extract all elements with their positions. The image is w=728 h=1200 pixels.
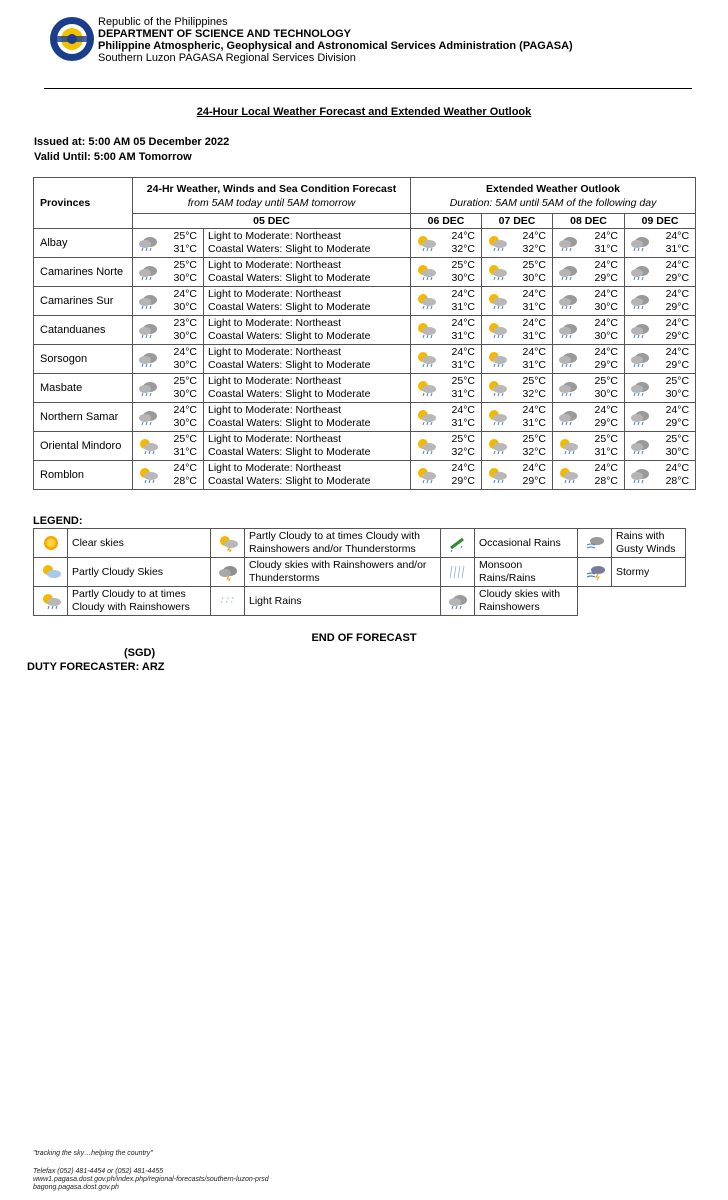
temp-high: 31°C [522,417,546,429]
province-name: Albay [34,229,133,258]
temp-high: 32°C [522,388,546,400]
temp-low: 25°C [451,375,475,387]
wind-sea-cell [204,374,411,403]
coastal-text: Coastal Waters: Slight to Moderate [208,417,371,429]
temp-low: 24°C [451,230,475,242]
coastal-text: Coastal Waters: Slight to Moderate [208,330,371,342]
partly-cloudy-rainshowers-icon [137,466,159,484]
monsoon-rains-icon [447,563,469,581]
partly-cloudy-rainshowers-icon [415,437,437,455]
outlook-cell [411,403,482,432]
legend-icon-cell [34,529,68,558]
temp-low: 23°C [173,317,197,329]
temp-low: 24°C [173,462,197,474]
temp-high: 30°C [173,388,197,400]
agency-header [98,16,573,64]
outlook-cell [482,316,553,345]
temp-high: 30°C [665,446,690,458]
temp-high: 30°C [173,330,197,342]
temp-high: 30°C [522,272,546,284]
temp-low: 24°C [173,404,197,416]
temp-low: 24°C [594,288,618,300]
table-row [34,258,696,287]
issued-at: Issued at: 5:00 AM 05 December 2022 [34,136,230,148]
cloudy-rainshowers-icon [629,321,651,339]
partly-cloudy-rainshowers-icon [486,234,508,252]
header-line2: DEPARTMENT OF SCIENCE AND TECHNOLOGY [98,28,352,40]
partly-cloudy-rainshowers-icon [415,321,437,339]
legend-item: Clear skies [68,529,211,558]
temp-high: 30°C [451,272,475,284]
legend-item: Stormy [612,558,686,587]
winds-text: Light to Moderate: Northeast [208,258,342,271]
wind-sea-cell [204,316,411,345]
temp-high: 28°C [665,475,690,487]
temp-low: 24°C [451,317,475,329]
temp-high: 30°C [173,359,197,371]
temp-low: 25°C [173,230,197,242]
partly-cloudy-rainshowers-icon [486,292,508,310]
partly-cloudy-rainshowers-icon [415,234,437,252]
date-header: 05 DEC [133,214,411,229]
outlook-cell [625,461,696,490]
legend-icon-cell [441,587,475,616]
outlook-cell [482,374,553,403]
temp-high: 32°C [522,243,546,255]
outlook-cell [411,287,482,316]
province-name: Romblon [34,461,133,490]
cloudy-rainshowers-icon [137,234,159,252]
temp-low: 24°C [665,346,690,358]
legend-icon-cell [211,587,245,616]
page-title: 24-Hour Local Weather Forecast and Extended Weather Outlook [196,106,532,118]
temp-low: 25°C [173,375,197,387]
duty-forecaster: DUTY FORECASTER: ARZ [27,661,165,673]
issue-info [34,135,229,165]
cloudy-rainshowers-icon [137,321,159,339]
outlook-cell [553,374,625,403]
coastal-text: Coastal Waters: Slight to Moderate [208,359,371,371]
forecast-table [33,177,696,490]
temp-high: 30°C [594,388,618,400]
temp-low: 24°C [665,317,690,329]
cloudy-rainshowers-icon [629,437,651,455]
legend-icon-cell [578,529,612,558]
table-row [34,374,696,403]
partly-cloudy-rainshowers-icon [40,592,62,610]
today-cell [133,374,204,403]
temp-low: 24°C [594,230,618,242]
date-header: 08 DEC [553,214,625,229]
temp-high: 30°C [173,272,197,284]
partly-cloudy-rainshowers-icon [415,408,437,426]
col-provinces: Provinces [34,178,133,229]
temp-low: 24°C [665,462,690,474]
outlook-cell [482,432,553,461]
temp-low: 24°C [451,288,475,300]
today-cell [133,258,204,287]
valid-until: Valid Until: 5:00 AM Tomorrow [34,151,192,163]
wind-sea-cell [204,258,411,287]
temp-high: 29°C [665,417,690,429]
coastal-text: Coastal Waters: Slight to Moderate [208,243,371,255]
winds-text: Light to Moderate: Northeast [208,229,342,242]
legend-icon-cell [441,529,475,558]
temp-low: 24°C [522,404,546,416]
temp-high: 31°C [451,330,475,342]
temp-low: 24°C [594,259,618,271]
cloudy-rainshowers-icon [137,292,159,310]
wind-sea-cell [204,432,411,461]
signature-mark: (SGD) [124,647,156,659]
temp-low: 24°C [451,346,475,358]
outlook-cell [625,403,696,432]
table-row [34,316,696,345]
outlook-cell [411,345,482,374]
temp-high: 28°C [173,475,197,487]
cloudy-rainshowers-icon [557,263,579,281]
col-ext-title: Extended Weather Outlook [486,182,621,195]
legend-item: Occasional Rains [475,529,578,558]
legend-row [34,529,686,558]
partly-cloudy-icon [40,563,62,581]
winds-text: Light to Moderate: Northeast [208,374,342,387]
temp-high: 29°C [665,272,690,284]
footer-telefax: Telefax (052) 481-4454 or (052) 481-4455 [33,1168,164,1175]
stormy-icon [584,563,606,581]
temp-low: 24°C [594,346,618,358]
date-header: 06 DEC [411,214,482,229]
outlook-cell [625,258,696,287]
temp-low: 24°C [594,404,618,416]
temp-low: 24°C [173,288,197,300]
col-24hr [133,178,411,214]
temp-high: 31°C [665,243,690,255]
header-line1: Republic of the Philippines [98,16,228,28]
temp-low: 24°C [173,346,197,358]
legend-row [34,587,686,616]
outlook-cell [482,345,553,374]
temp-high: 30°C [594,330,618,342]
header-divider [44,88,692,89]
legend-icon-cell [578,558,612,587]
temp-low: 24°C [522,288,546,300]
temp-high: 31°C [451,417,475,429]
light-rains-icon [217,592,239,610]
cloudy-rainshowers-icon [447,592,469,610]
cloudy-rainshowers-icon [137,408,159,426]
temp-high: 32°C [522,446,546,458]
footer [33,1150,269,1192]
province-name: Camarines Sur [34,287,133,316]
outlook-cell [625,432,696,461]
partly-cloudy-thunder-icon [217,534,239,552]
temp-low: 24°C [594,317,618,329]
temp-high: 29°C [665,359,690,371]
legend-item: Cloudy skies with Rainshowers [475,587,578,616]
partly-cloudy-rainshowers-icon [415,263,437,281]
cloudy-rainshowers-icon [557,292,579,310]
coastal-text: Coastal Waters: Slight to Moderate [208,272,371,284]
legend-item: Partly Cloudy to at times Cloudy with Rainshowers and/or Thunderstorms [245,529,441,558]
legend-row [34,558,686,587]
temp-low: 24°C [451,462,475,474]
wind-sea-cell [204,403,411,432]
temp-high: 31°C [522,359,546,371]
cloudy-rainshowers-icon [557,379,579,397]
partly-cloudy-rainshowers-icon [415,466,437,484]
temp-high: 29°C [594,359,618,371]
legend-icon-cell [441,558,475,587]
outlook-cell [553,432,625,461]
cloudy-thunder-icon [217,563,239,581]
footer-url1: www1.pagasa.dost.gov.ph/index.php/regional-forecasts/southern-luzon-prsd [33,1176,269,1183]
legend-table [33,528,686,616]
legend-item: Light Rains [245,587,441,616]
partly-cloudy-rainshowers-icon [486,263,508,281]
temp-high: 29°C [665,301,690,313]
end-of-forecast: END OF FORECAST [311,632,417,644]
today-cell [133,229,204,258]
outlook-cell [553,316,625,345]
table-row [34,461,696,490]
footer-motto: "tracking the sky…helping the country" [33,1150,153,1157]
temp-low: 25°C [173,259,197,271]
footer-url2: bagong.pagasa.dost.gov.ph [33,1184,119,1191]
temp-high: 29°C [594,417,618,429]
today-cell [133,403,204,432]
outlook-cell [411,432,482,461]
province-name: Oriental Mindoro [34,432,133,461]
temp-high: 31°C [594,446,618,458]
temp-low: 25°C [522,259,546,271]
cloudy-rainshowers-icon [137,350,159,368]
temp-low: 24°C [665,404,690,416]
partly-cloudy-rainshowers-icon [486,466,508,484]
outlook-cell [625,374,696,403]
partly-cloudy-rainshowers-icon [557,466,579,484]
temp-high: 28°C [594,475,618,487]
legend-item: Rains with Gusty Winds [612,529,686,558]
cloudy-rainshowers-icon [557,408,579,426]
coastal-text: Coastal Waters: Slight to Moderate [208,446,371,458]
outlook-cell [553,229,625,258]
wind-sea-cell [204,229,411,258]
cloudy-rainshowers-icon [557,321,579,339]
temp-high: 31°C [522,301,546,313]
legend-icon-cell [34,587,68,616]
outlook-cell [625,316,696,345]
col-24hr-title: 24-Hr Weather, Winds and Sea Condition Forecast [146,182,397,195]
temp-low: 24°C [522,346,546,358]
temp-high: 30°C [594,301,618,313]
outlook-cell [625,287,696,316]
outlook-cell [625,345,696,374]
temp-low: 25°C [522,433,546,445]
wind-sea-cell [204,287,411,316]
winds-text: Light to Moderate: Northeast [208,287,342,300]
legend-icon-cell [211,558,245,587]
partly-cloudy-rainshowers-icon [486,408,508,426]
outlook-cell [625,229,696,258]
cloudy-rainshowers-icon [629,466,651,484]
partly-cloudy-rainshowers-icon [557,437,579,455]
temp-high: 30°C [173,417,197,429]
temp-high: 31°C [594,243,618,255]
winds-text: Light to Moderate: Northeast [208,432,342,445]
outlook-cell [482,287,553,316]
clear-icon [40,534,62,552]
header-line4: Southern Luzon PAGASA Regional Services Division [98,52,356,64]
cloudy-rainshowers-icon [557,234,579,252]
col-24hr-sub: from 5AM today until 5AM tomorrow [187,196,356,209]
temp-high: 31°C [451,388,475,400]
outlook-cell [553,258,625,287]
legend-label: LEGEND: [33,515,83,527]
partly-cloudy-rainshowers-icon [415,379,437,397]
temp-low: 24°C [665,259,690,271]
temp-high: 32°C [451,446,475,458]
table-row [34,432,696,461]
temp-high: 31°C [451,301,475,313]
outlook-cell [553,461,625,490]
partly-cloudy-rainshowers-icon [415,350,437,368]
occasional-rains-icon [447,534,469,552]
temp-low: 24°C [594,462,618,474]
pagasa-logo [48,15,96,63]
temp-high: 31°C [522,330,546,342]
legend-item: Cloudy skies with Rainshowers and/or Thunderstorms [245,558,441,587]
legend-item: Partly Cloudy Skies [68,558,211,587]
table-row [34,287,696,316]
temp-high: 29°C [594,272,618,284]
temp-high: 32°C [451,243,475,255]
temp-low: 25°C [665,433,690,445]
temp-high: 31°C [173,243,197,255]
partly-cloudy-rainshowers-icon [486,350,508,368]
wind-sea-cell [204,345,411,374]
date-header: 09 DEC [625,214,696,229]
cloudy-rainshowers-icon [137,263,159,281]
outlook-cell [411,316,482,345]
temp-high: 30°C [665,388,690,400]
legend-icon-cell [211,529,245,558]
outlook-cell [411,374,482,403]
temp-low: 24°C [522,230,546,242]
cloudy-rainshowers-icon [137,379,159,397]
today-cell [133,287,204,316]
legend-item: Partly Cloudy to at times Cloudy with Rainshowers [68,587,211,616]
temp-low: 25°C [522,375,546,387]
temp-high: 30°C [173,301,197,313]
cloudy-rainshowers-icon [629,408,651,426]
province-name: Northern Samar [34,403,133,432]
outlook-cell [482,403,553,432]
province-name: Camarines Norte [34,258,133,287]
temp-low: 24°C [451,404,475,416]
rains-gusty-icon [584,534,606,552]
table-row [34,403,696,432]
cloudy-rainshowers-icon [557,350,579,368]
today-cell [133,316,204,345]
temp-low: 25°C [173,433,197,445]
outlook-cell [411,229,482,258]
col-extended [411,178,696,214]
table-row [34,229,696,258]
winds-text: Light to Moderate: Northeast [208,345,342,358]
temp-high: 31°C [173,446,197,458]
date-header: 07 DEC [482,214,553,229]
outlook-cell [553,287,625,316]
outlook-cell [482,461,553,490]
outlook-cell [411,461,482,490]
temp-low: 24°C [665,288,690,300]
today-cell [133,345,204,374]
header-line3: Philippine Atmospheric, Geophysical and Astronomical Services Administration (PAGASA) [98,40,573,52]
outlook-cell [482,229,553,258]
temp-low: 24°C [522,462,546,474]
cloudy-rainshowers-icon [629,350,651,368]
outlook-cell [482,258,553,287]
cloudy-rainshowers-icon [629,292,651,310]
temp-high: 29°C [665,330,690,342]
wind-sea-cell [204,461,411,490]
cloudy-rainshowers-icon [629,234,651,252]
partly-cloudy-rainshowers-icon [137,437,159,455]
temp-low: 25°C [665,375,690,387]
cloudy-rainshowers-icon [629,379,651,397]
province-name: Masbate [34,374,133,403]
temp-low: 25°C [451,259,475,271]
today-cell [133,461,204,490]
partly-cloudy-rainshowers-icon [486,379,508,397]
today-cell [133,432,204,461]
winds-text: Light to Moderate: Northeast [208,316,342,329]
temp-low: 24°C [522,317,546,329]
winds-text: Light to Moderate: Northeast [208,403,342,416]
outlook-cell [553,345,625,374]
outlook-cell [411,258,482,287]
temp-high: 29°C [451,475,475,487]
coastal-text: Coastal Waters: Slight to Moderate [208,301,371,313]
province-name: Sorsogon [34,345,133,374]
temp-low: 25°C [451,433,475,445]
legend-item: Monsoon Rains/Rains [475,558,578,587]
temp-high: 29°C [522,475,546,487]
partly-cloudy-rainshowers-icon [486,321,508,339]
coastal-text: Coastal Waters: Slight to Moderate [208,475,371,487]
table-row [34,345,696,374]
temp-low: 25°C [594,433,618,445]
temp-low: 24°C [665,230,690,242]
outlook-cell [553,403,625,432]
province-name: Catanduanes [34,316,133,345]
winds-text: Light to Moderate: Northeast [208,461,342,474]
temp-low: 25°C [594,375,618,387]
col-ext-sub: Duration: 5AM until 5AM of the following day [449,196,657,209]
temp-high: 31°C [451,359,475,371]
coastal-text: Coastal Waters: Slight to Moderate [208,388,371,400]
partly-cloudy-rainshowers-icon [415,292,437,310]
partly-cloudy-rainshowers-icon [486,437,508,455]
cloudy-rainshowers-icon [629,263,651,281]
legend-icon-cell [34,558,68,587]
